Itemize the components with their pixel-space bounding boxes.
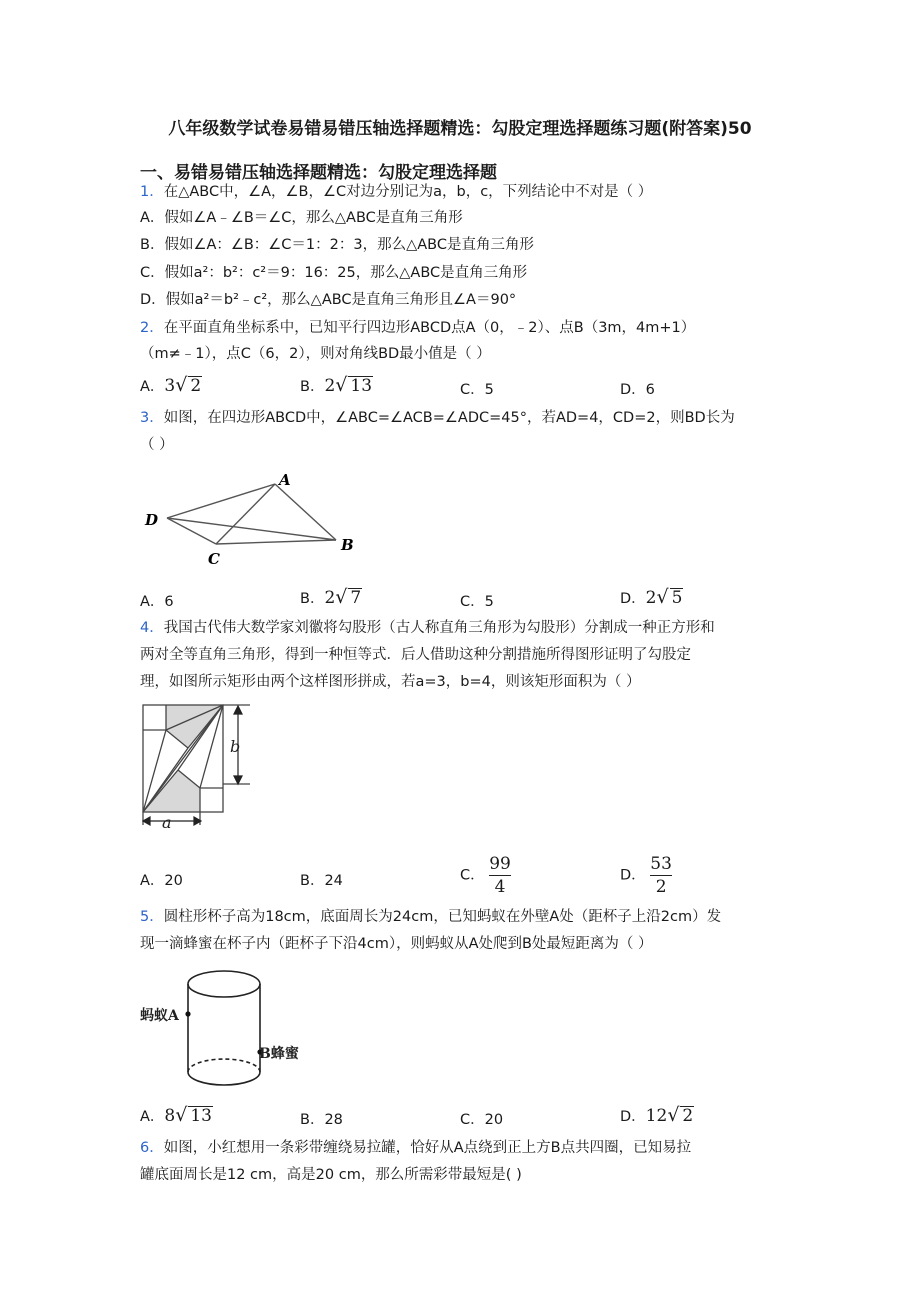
q5-option-d-label: D． (620, 1109, 646, 1125)
q3-number: 3． (140, 410, 164, 426)
q4-option-d-label: D． (620, 867, 646, 884)
q3-stem-line2: （ ） (140, 437, 174, 453)
q3-option-d-radicand: 5 (671, 588, 683, 608)
q2-stem-text: 在平面直角坐标系中，已知平行四边形ABCD点A（0，﹣2）、点B（3m，4m+1） (163, 320, 696, 336)
q4-stem-line1 (140, 618, 715, 638)
section-heading: 一、易错易错压轴选择题精选：勾股定理选择题 (140, 163, 497, 183)
q1-option-b: B．假如∠A：∠B：∠C＝1：2：3，那么△ABC是直角三角形 (140, 237, 534, 253)
q4-label-b: b (230, 737, 241, 756)
q5-option-a-coef: 8 (164, 1106, 176, 1126)
q3-option-d-coef: 2 (645, 588, 657, 608)
q4-number: 4． (140, 620, 164, 636)
q2-option-c: C．5 (460, 382, 494, 398)
q4-option-c-label: C． (460, 867, 485, 884)
q2-option-a-label: A． (140, 379, 165, 395)
q3-option-d: D．2√ 5 (620, 586, 683, 608)
q3-option-b-radicand: 7 (350, 588, 362, 608)
q2-stem-line1 (140, 318, 695, 338)
q5-option-c: C．20 (460, 1112, 504, 1128)
q2-number: 2． (140, 320, 164, 336)
q5-option-a: A．8√ 13 (140, 1104, 212, 1126)
q1-number: 1． (140, 184, 164, 200)
q4-option-d-denominator: 2 (655, 877, 667, 897)
q2-option-b: B．2√ 13 (300, 374, 373, 396)
q3-stem-line1 (140, 408, 735, 428)
q5-number: 5． (140, 909, 164, 925)
q5-option-a-label: A． (140, 1109, 165, 1125)
q2-option-a: A．3√ 2 (140, 374, 202, 396)
q3-option-d-label: D． (620, 591, 646, 607)
q6-stem-line2: 罐底面周长是12 cm，高是20 cm，那么所需彩带最短是( ) (140, 1167, 522, 1183)
q3-option-b: B．2√ 7 (300, 586, 362, 608)
q4-option-b: B．24 (300, 873, 343, 889)
q2-option-b-coef: 2 (324, 376, 336, 396)
q3-option-c: C．5 (460, 594, 494, 610)
q3-stem-text: 如图，在四边形ABCD中，∠ABC=∠ACB=∠ADC=45°，若AD=4，CD=2，则BD长为 (163, 410, 735, 426)
q3-option-b-coef: 2 (324, 588, 336, 608)
q5-option-d: D．12√ 2 (620, 1104, 694, 1126)
q1-option-d: D．假如a²＝b²﹣c²，那么△ABC是直角三角形且∠A＝90° (140, 292, 517, 308)
q4-option-d-numerator: 53 (650, 854, 672, 874)
q5-label-honey: B蜂蜜 (259, 1046, 299, 1062)
q2-option-b-label: B． (300, 379, 325, 395)
q4-option-d (620, 853, 672, 898)
q3-option-a: A．6 (140, 594, 174, 610)
q4-option-c-fraction (489, 853, 511, 898)
q3-label-d: D (145, 511, 159, 529)
q5-label-ant: 蚂蚁A (140, 1008, 179, 1024)
q1-option-a: A．假如∠A﹣∠B＝∠C，那么△ABC是直角三角形 (140, 210, 463, 226)
q1-option-c: C．假如a²：b²：c²＝9：16：25，那么△ABC是直角三角形 (140, 265, 528, 281)
q2-option-a-radicand: 2 (190, 376, 202, 396)
q3-option-b-label: B． (300, 591, 325, 607)
q4-option-c-denominator: 4 (494, 877, 506, 897)
q2-stem-line2: （m≠﹣1），点C（6，2），则对角线BD最小值是（ ） (140, 346, 491, 362)
q1-stem-text: 在△ABC中，∠A，∠B，∠C对边分别记为a，b，c，下列结论中不对是（ ） (163, 184, 653, 200)
q6-number: 6． (140, 1140, 164, 1156)
q5-option-d-coef: 12 (645, 1106, 668, 1126)
q3-label-c: C (208, 550, 220, 568)
q5-stem-text: 圆柱形杯子高为18cm，底面周长为24cm，已知蚂蚁在外壁A处（距杯子上沿2cm）发 (163, 909, 722, 925)
q4-option-c-numerator: 99 (489, 854, 511, 874)
q1-stem (140, 182, 652, 202)
q5-option-b: B．28 (300, 1112, 343, 1128)
q2-option-d: D．6 (620, 382, 655, 398)
q4-option-d-fraction (650, 853, 672, 898)
page-title: 八年级数学试卷易错易错压轴选择题精选：勾股定理选择题练习题(附答案)50 (168, 119, 752, 139)
q5-stem-line1 (140, 907, 721, 927)
q3-label-b: B (341, 536, 354, 554)
q5-option-d-radicand: 2 (682, 1106, 694, 1126)
q4-stem-line2: 两对全等直角三角形，得到一种恒等式．后人借助这种分割措施所得图形证明了勾股定 (140, 647, 691, 663)
q4-option-c (460, 853, 511, 898)
q4-option-a: A．20 (140, 873, 183, 889)
q4-label-a: a (162, 813, 172, 832)
q5-option-a-radicand: 13 (190, 1106, 212, 1126)
q3-label-a: A (279, 471, 291, 489)
q4-stem-text: 我国古代伟大数学家刘徽将勾股形（古人称直角三角形为勾股形）分割成一种正方形和 (163, 620, 715, 636)
q6-stem-text: 如图，小红想用一条彩带缠绕易拉罐，恰好从A点绕到正上方B点共四圈，已知易拉 (163, 1140, 692, 1156)
q5-stem-line2: 现一滴蜂蜜在杯子内（距杯子下沿4cm），则蚂蚁从A处爬到B处最短距离为（ ） (140, 936, 653, 952)
q5-cylinder-figure (138, 962, 318, 1097)
q3-quadrilateral-figure (140, 468, 370, 570)
q4-stem-line3: 理，如图所示矩形由两个这样图形拼成，若a=3，b=4，则该矩形面积为（ ） (140, 674, 641, 690)
q2-option-a-coef: 3 (164, 376, 176, 396)
q2-option-b-radicand: 13 (350, 376, 373, 396)
q4-rectangle-figure (138, 700, 258, 840)
q6-stem-line1 (140, 1138, 691, 1158)
